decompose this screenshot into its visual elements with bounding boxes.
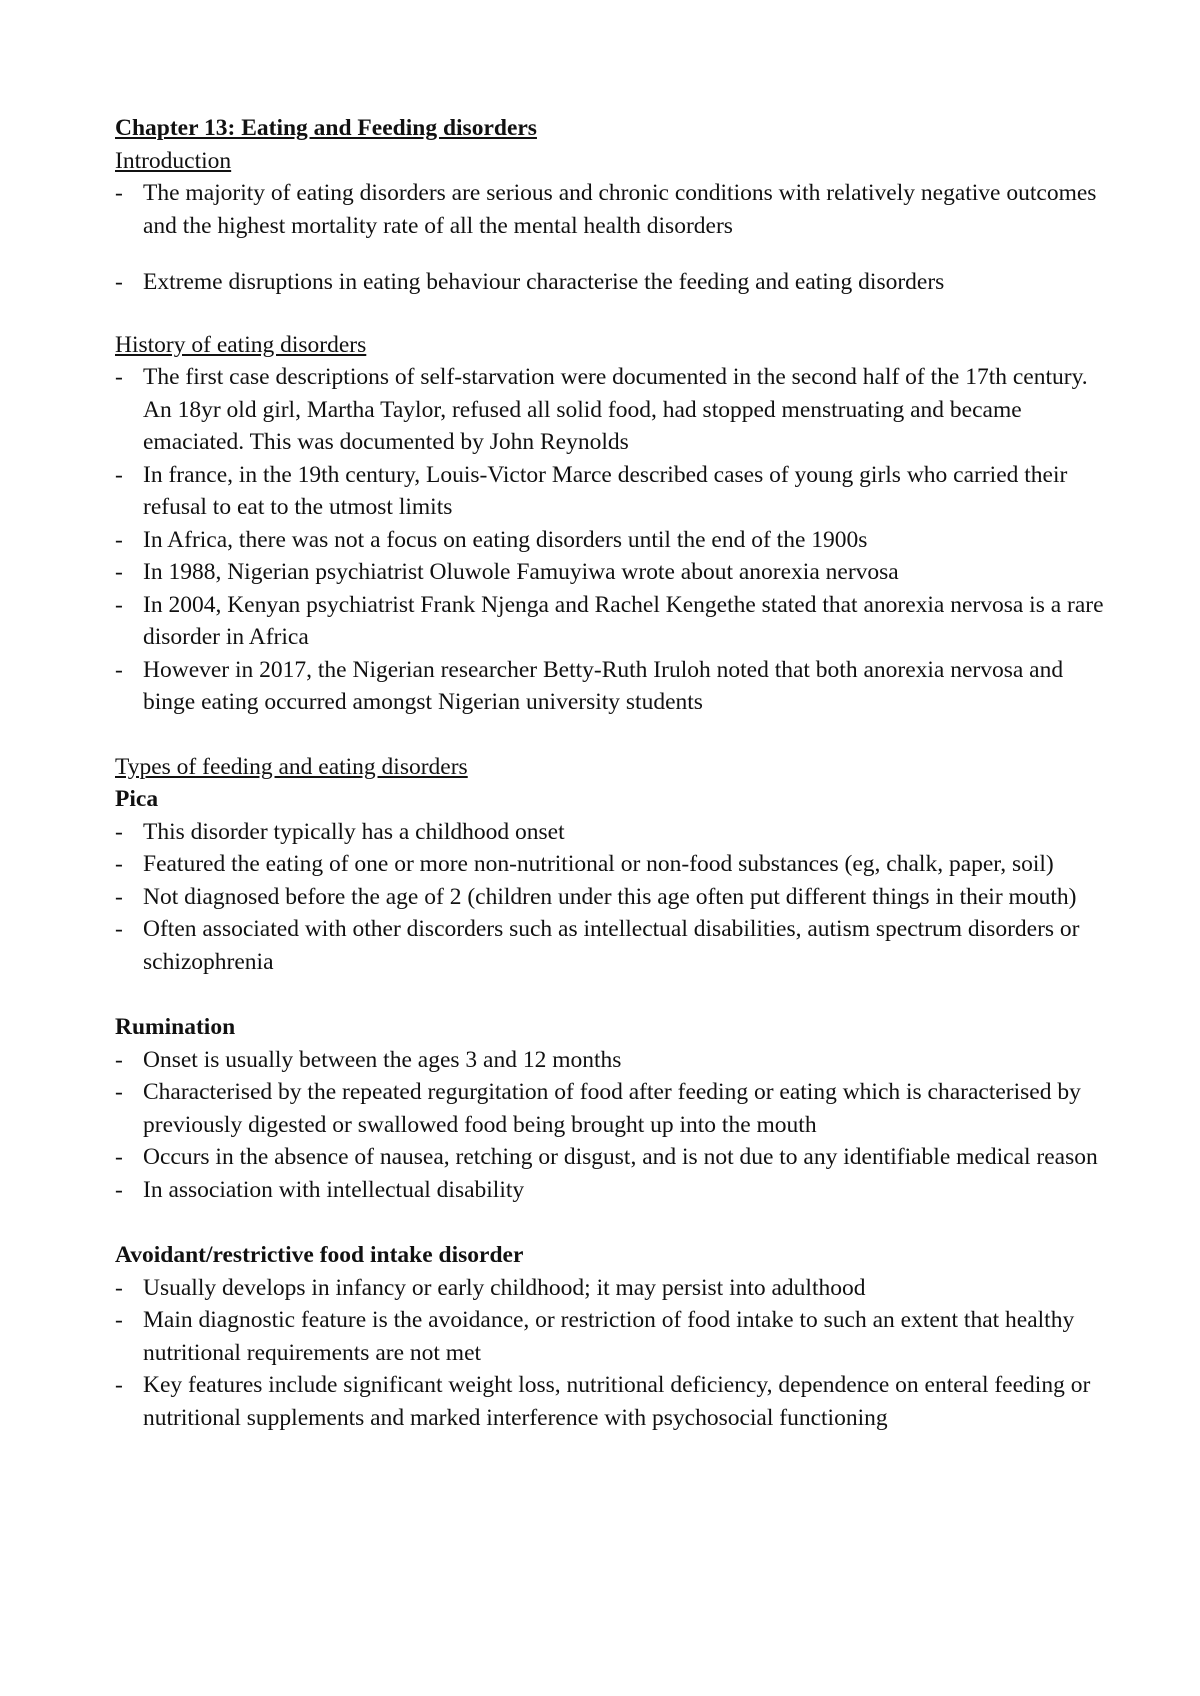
bullet-dash: - — [115, 180, 123, 206]
history-list — [115, 361, 1105, 719]
list-item — [115, 1369, 1105, 1434]
list-item — [115, 881, 1105, 914]
introduction-heading: Introduction — [115, 147, 232, 174]
list-item — [115, 816, 1105, 849]
list-item-text: Usually develops in infancy or early childhood; it may persist into adulthood — [143, 1274, 866, 1301]
history-heading: History of eating disorders — [115, 331, 367, 358]
bullet-dash: - — [115, 1372, 123, 1398]
list-item — [115, 177, 1105, 242]
bullet-dash: - — [115, 1046, 123, 1073]
list-item — [115, 459, 1105, 524]
chapter-title: Chapter 13: Eating and Feeding disorders — [115, 115, 537, 141]
bullet-dash: - — [115, 1144, 123, 1170]
bullet-dash: - — [115, 559, 123, 585]
list-item-text: Featured the eating of one or more non-nutritional or non-food substances (eg, chalk, paper, soil) — [143, 851, 1054, 877]
list-item — [115, 556, 1105, 589]
list-item-text: However in 2017, the Nigerian researcher Betty-Ruth Iruloh noted that both anorexia nervosa and binge eating occurred amongst Nigerian university students — [143, 656, 1064, 715]
bullet-dash: - — [115, 916, 123, 942]
introduction-list — [115, 177, 1105, 299]
list-item — [115, 654, 1105, 719]
list-item-text: Key features include significant weight loss, nutritional deficiency, dependence on enteral feeding or nutritional supplements and marked interference with psychosocial functioning — [143, 1372, 1091, 1431]
pica-list — [115, 816, 1105, 979]
list-item — [115, 589, 1105, 654]
list-item-text: Characterised by the repeated regurgitation of food after feeding or eating which is characterised by previously digested or swallowed food being brought up into the mouth — [143, 1079, 1081, 1138]
list-item-text: In 1988, Nigerian psychiatrist Oluwole Famuyiwa wrote about anorexia nervosa — [143, 559, 899, 585]
bullet-dash: - — [115, 269, 123, 295]
list-item-text: Extreme disruptions in eating behaviour characterise the feeding and eating disorders — [143, 269, 945, 295]
list-item-text: Main diagnostic feature is the avoidance, or restriction of food intake to such an extent that healthy nutritional requirements are not met — [143, 1307, 1075, 1366]
rumination-list — [115, 1044, 1105, 1207]
list-item-text: Onset is usually between the ages 3 and 12 months — [143, 1046, 622, 1073]
bullet-dash: - — [115, 883, 123, 910]
list-item — [115, 524, 1105, 557]
bullet-dash: - — [115, 818, 123, 845]
list-item — [115, 266, 1105, 299]
list-item — [115, 1174, 1105, 1207]
list-item-text: In Africa, there was not a focus on eating disorders until the end of the 1900s — [143, 526, 868, 553]
list-item — [115, 1272, 1105, 1305]
bullet-dash: - — [115, 1176, 123, 1203]
types-heading: Types of feeding and eating disorders — [115, 753, 468, 780]
list-item — [115, 848, 1105, 881]
list-item-text: The first case descriptions of self-starvation were documented in the second half of the 17th century. An 18yr old girl, Martha Taylor, refused all solid food, had stopped menstruating and became emaciated. This was documented by John Reynolds — [143, 364, 1088, 455]
arfid-heading: Avoidant/restrictive food intake disorder — [115, 1242, 524, 1268]
list-item-text: Occurs in the absence of nausea, retching or disgust, and is not due to any identifiable medical reason — [143, 1144, 1098, 1170]
pica-heading: Pica — [115, 786, 159, 812]
list-item-text: In france, in the 19th century, Louis-Victor Marce described cases of young girls who carried their refusal to eat to the utmost limits — [143, 461, 1068, 520]
list-item-text: Often associated with other discorders such as intellectual disabilities, autism spectrum disorders or schizophrenia — [143, 916, 1080, 975]
bullet-dash: - — [115, 1274, 123, 1301]
list-item — [115, 1044, 1105, 1077]
list-item — [115, 913, 1105, 978]
document-body — [115, 112, 1105, 1434]
bullet-dash: - — [115, 1079, 123, 1105]
list-item — [115, 1304, 1105, 1369]
list-item-text: The majority of eating disorders are serious and chronic conditions with relatively negative outcomes and the highest mortality rate of all the mental health disorders — [143, 180, 1097, 239]
bullet-dash: - — [115, 656, 123, 683]
list-item — [115, 1141, 1105, 1174]
arfid-list — [115, 1272, 1105, 1435]
bullet-dash: - — [115, 364, 123, 390]
bullet-dash: - — [115, 1307, 123, 1333]
bullet-dash: - — [115, 591, 123, 618]
list-item-text: In association with intellectual disability — [143, 1176, 525, 1203]
rumination-heading: Rumination — [115, 1014, 236, 1040]
list-item-text: This disorder typically has a childhood onset — [143, 818, 565, 845]
bullet-dash: - — [115, 851, 123, 877]
list-item-text: Not diagnosed before the age of 2 (children under this age often put different things in their mouth) — [143, 883, 1077, 910]
list-item-text: In 2004, Kenyan psychiatrist Frank Njenga and Rachel Kengethe stated that anorexia nervosa is a rare disorder in Africa — [143, 591, 1104, 650]
list-item — [115, 1076, 1105, 1141]
bullet-dash: - — [115, 461, 123, 488]
bullet-dash: - — [115, 526, 123, 553]
list-item — [115, 361, 1105, 459]
